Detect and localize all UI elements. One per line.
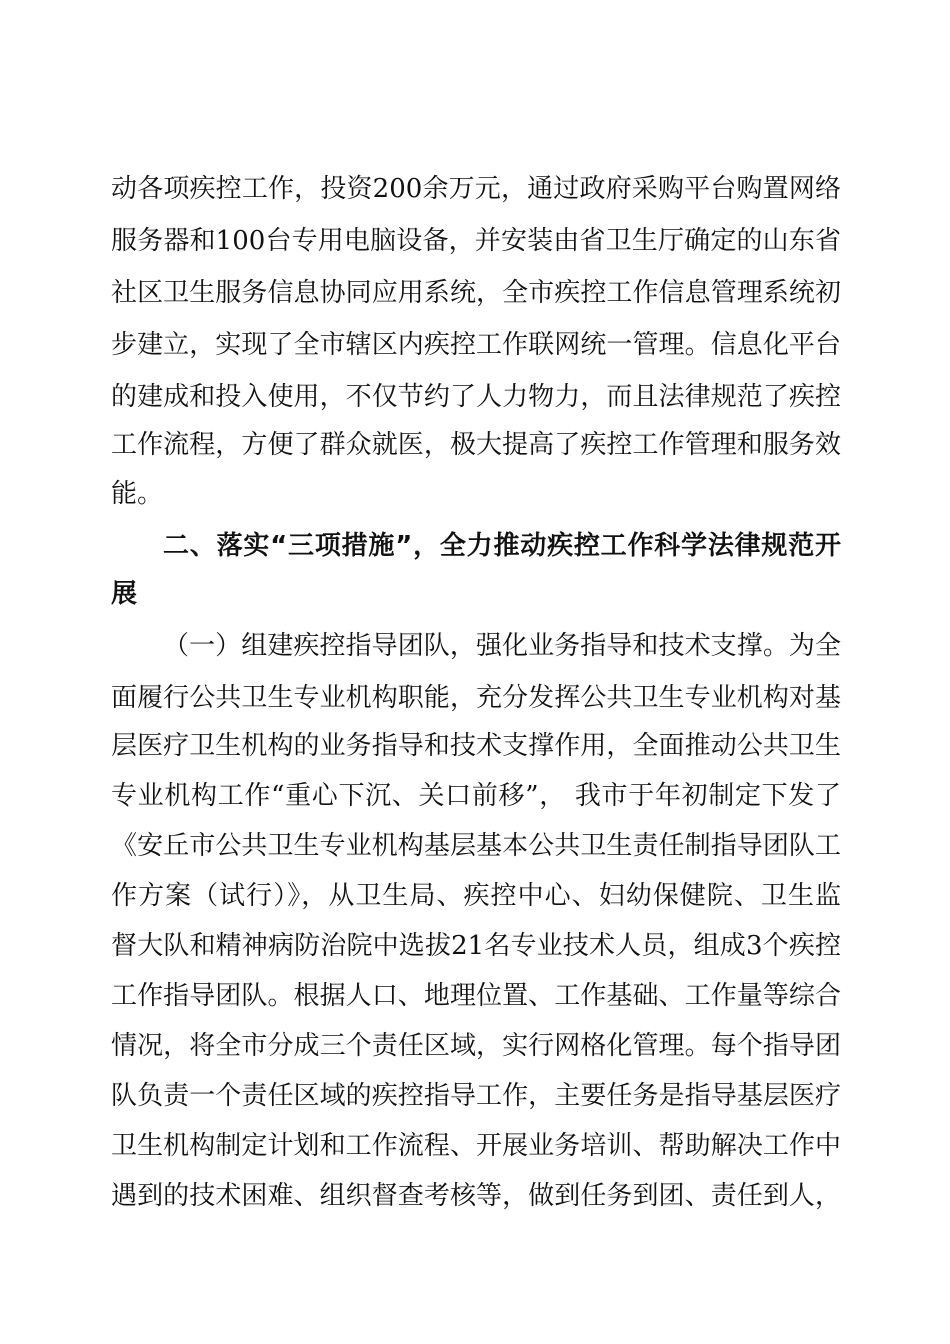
paragraph-line: 动各项疾控工作，投资200余万元，通过政府采购平台购置网络: [111, 174, 841, 204]
paragraph-line: 步建立，实现了全市辖区内疾控工作联网统一管理。信息化平台: [111, 330, 841, 360]
section-heading: 展: [111, 579, 138, 609]
paragraph-line: 工作指导团队。根据人口、地理位置、工作基础、工作量等综合: [111, 981, 841, 1011]
paragraph-line: 卫生机构制定计划和工作流程、开展业务培训、帮助解决工作中: [111, 1131, 841, 1161]
paragraph-line: 队负责一个责任区域的疾控指导工作，主要任务是指导基层医疗: [111, 1081, 841, 1111]
paragraph-line: 《安丘市公共卫生专业机构基层基本公共卫生责任制指导团队工: [111, 831, 841, 861]
paragraph-line: （一）组建疾控指导团队，强化业务指导和技术支撑。为全: [163, 631, 841, 661]
paragraph-line: 面履行公共卫生专业机构职能，充分发挥公共卫生专业机构对基: [111, 683, 841, 713]
paragraph-line: 的建成和投入使用，不仅节约了人力物力，而且法律规范了疾控: [111, 382, 841, 412]
paragraph-line: 社区卫生服务信息协同应用系统，全市疾控工作信息管理系统初: [111, 278, 841, 308]
paragraph-line: 工作流程，方便了群众就医，极大提高了疾控工作管理和服务效: [111, 430, 841, 460]
paragraph-line: 督大队和精神病防治院中选拔21名专业技术人员，组成3个疾控: [111, 931, 841, 961]
paragraph-line: 能。: [111, 479, 164, 509]
paragraph-line: 情况，将全市分成三个责任区域，实行网格化管理。每个指导团: [111, 1031, 841, 1061]
paragraph-line: 服务器和100台专用电脑设备，并安装由省卫生厅确定的山东省: [111, 226, 841, 256]
paragraph-line: 作方案（试行）》，从卫生局、疾控中心、妇幼保健院、卫生监: [111, 881, 841, 911]
paragraph-line: 专业机构工作“重心下沉、关口前移”， 我市于年初制定下发了: [111, 781, 841, 811]
paragraph-line: 层医疗卫生机构的业务指导和技术支撑作用，全面推动公共卫生: [111, 731, 841, 761]
paragraph-line: 遇到的技术困难、组织督查考核等，做到任务到团、责任到人，: [111, 1181, 841, 1211]
section-heading: 二、落实“三项措施”，全力推动疾控工作科学法律规范开: [163, 531, 841, 561]
